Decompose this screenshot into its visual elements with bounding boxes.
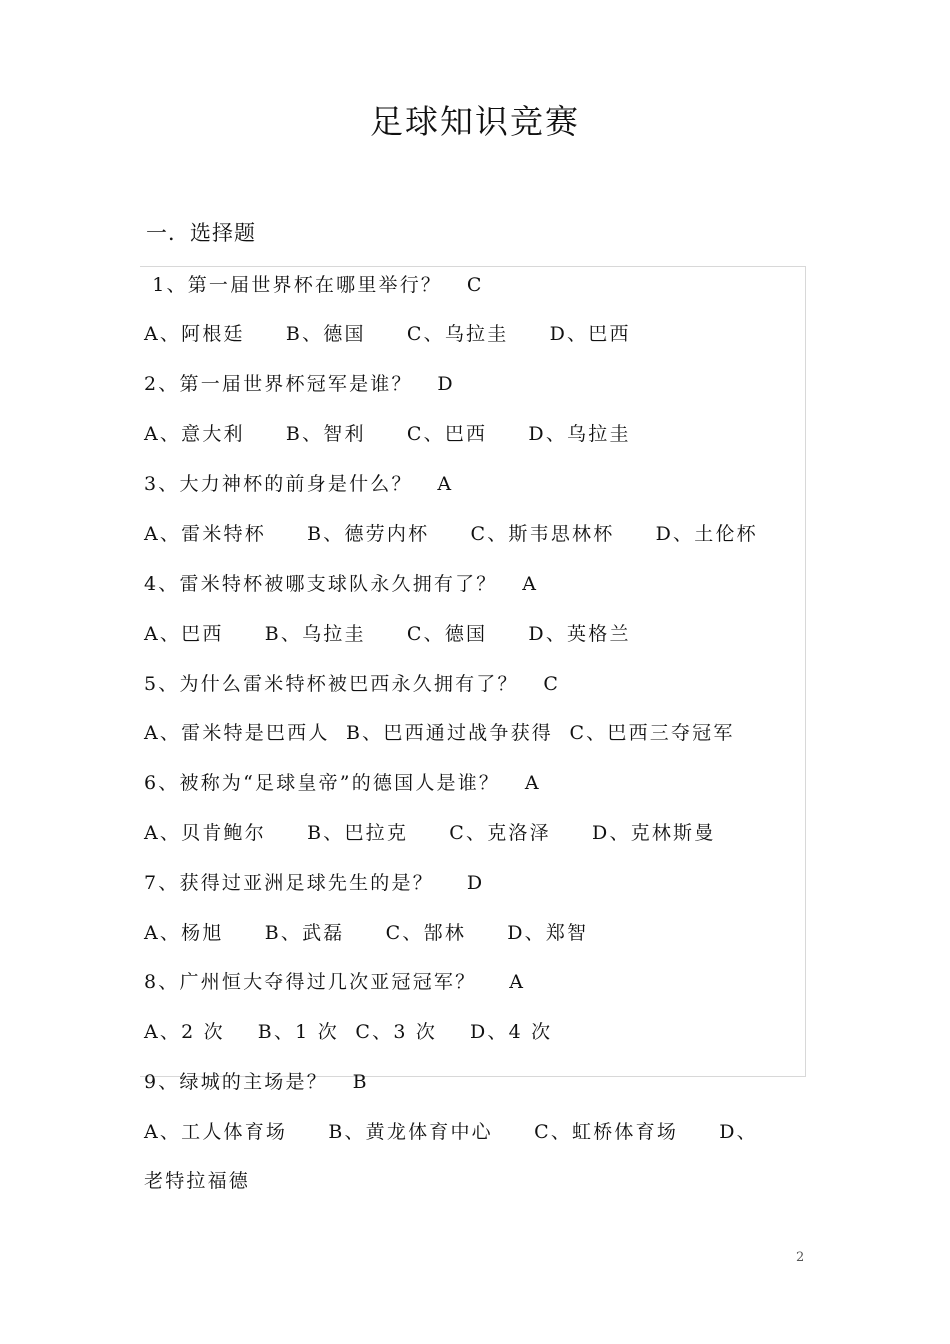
options-3: A、雷米特杯 B、德劳内杯 C、斯韦思林杯 D、土伦杯 (144, 523, 758, 545)
options-2: A、意大利 B、智利 C、巴西 D、乌拉圭 (144, 423, 631, 445)
section-heading: 一．选择题 (146, 221, 256, 245)
page-number: 2 (796, 1250, 805, 1265)
question-7: 7、获得过亚洲足球先生的是？ D (144, 872, 485, 894)
question-1: 1、第一届世界杯在哪里举行？ C (144, 274, 484, 296)
question-9: 9、绿城的主场是？ B (144, 1071, 369, 1093)
options-1: A、阿根廷 B、德国 C、乌拉圭 D、巴西 (144, 323, 631, 345)
options-6: A、贝肯鲍尔 B、巴拉克 C、克洛泽 D、克林斯曼 (144, 822, 716, 844)
question-2: 2、第一届世界杯冠军是谁？ D (144, 373, 455, 395)
question-4: 4、雷米特杯被哪支球队永久拥有了？ A (144, 573, 539, 595)
options-4: A、巴西 B、乌拉圭 C、德国 D、英格兰 (144, 623, 631, 645)
options-8: A、2 次 B、1 次 C、3 次 D、4 次 (144, 1021, 553, 1043)
question-3: 3、大力神杯的前身是什么？ A (144, 473, 454, 495)
options-5: A、雷米特是巴西人 B、巴西通过战争获得 C、巴西三夺冠军 (144, 722, 735, 744)
question-8: 8、广州恒大夺得过几次亚冠冠军？ A (144, 971, 526, 993)
page-title: 足球知识竞赛 (370, 102, 580, 141)
question-5: 5、为什么雷米特杯被巴西永久拥有了？ C (144, 673, 561, 695)
options-9-continued: 老特拉福德 (144, 1170, 251, 1192)
question-6: 6、被称为“足球皇帝”的德国人是谁？ A (144, 772, 541, 794)
options-9: A、工人体育场 B、黄龙体育中心 C、虹桥体育场 D、 (144, 1121, 758, 1143)
options-7: A、杨旭 B、武磊 C、郜林 D、郑智 (144, 922, 589, 944)
